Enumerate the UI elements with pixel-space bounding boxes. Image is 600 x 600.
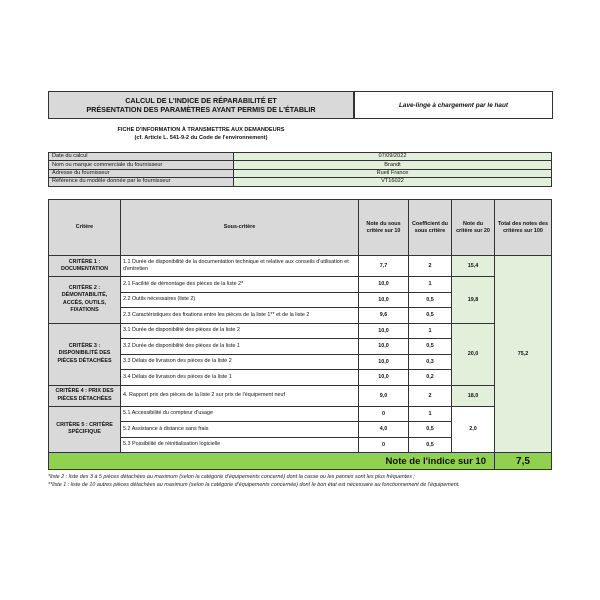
criterion-2-name: CRITÈRE 2 : DÉMONTABILITÉ, ACCÈS, OUTILS, FIXATIONS [49,277,121,324]
subcriterion-coef: 0,2 [409,370,452,386]
subheader-line2: (cf. Article L. 541-9-2 du Code de l'environnement) [134,135,268,141]
sheet-title-line1: CALCUL DE L'INDICE DE RÉPARABILITÉ ET [125,96,277,105]
subcriterion-coef: 0,5 [409,292,452,308]
subcriterion-coef: 2 [409,256,452,277]
sheet-title-line2: PRÉSENTATION DES PARAMÈTRES AYANT PERMIS DE L'ÉTABLIR [86,105,316,114]
table-header-row [49,200,552,256]
table-row [49,323,552,339]
criterion-4-name: CRITÈRE 4 : PRIX DES PIÈCES DÉTACHÉES [49,385,121,406]
subcriterion-label: 2.1 Facilité de démontage des pièces de la liste 2* [121,277,359,293]
subcriterion-coef: 1 [409,277,452,293]
subcriterion-note: 7,7 [359,256,409,277]
subcriterion-coef: 2 [409,385,452,406]
criterion-3-name: CRITÈRE 3 : DISPONIBILITÉ DES PIÈCES DÉTACHÉES [49,323,121,385]
subcriterion-coef: 0,5 [409,422,452,438]
info-row [49,169,552,177]
final-score-row [49,453,552,470]
criterion-4-score: 18,0 [452,385,495,406]
info-value: 07/09/2022 [234,153,552,161]
subcriterion-label: 4. Rapport prix des pièces de la liste 2 sur prix de l'équipement neuf [121,385,359,406]
info-value: Brandt [234,161,552,169]
subcriterion-label: 3.3 Délais de livraison des pièces de la liste 2 [121,354,359,370]
subcriterion-label: 5.3 Possibilité de réinitialisation logicielle [121,437,359,453]
subcriterion-coef: 0,5 [409,339,452,355]
subcriterion-label: 5.2 Assistance à distance sans frais [121,422,359,438]
col-critere: Critère [49,200,121,256]
info-label: Date du calcul [49,153,234,161]
subcriterion-label: 2.3 Caractéristiques des fixations entre les pièces de la liste 1** et de la liste 2 [121,308,359,324]
subheader [48,126,354,142]
table-row [49,406,552,422]
subcriterion-note: 0 [359,437,409,453]
criterion-1-score: 15,4 [452,256,495,277]
footnote-liste-2: *liste 2 : liste des 3 à 5 pièces détachées au maximum (selon la catégorie d'équipements concerné) dont la casse ou les pannes sont les plus fréquentes ; [48,474,415,480]
subcriterion-note: 9,0 [359,385,409,406]
sheet-title [48,91,354,119]
final-score-value: 7,5 [495,453,552,470]
subcriterion-note: 10,0 [359,292,409,308]
subcriterion-coef: 0,5 [409,437,452,453]
subcriterion-label: 3.2 Durée de disponibilité des pièces de la liste 1 [121,339,359,355]
total-score: 75,2 [495,256,552,453]
col-total: Total des notes des critères sur 100 [495,200,552,256]
col-note-critere: Note du critère sur 20 [452,200,495,256]
subcriterion-coef: 0,3 [409,354,452,370]
subcriterion-note: 10,0 [359,354,409,370]
subcriterion-coef: 1 [409,323,452,339]
subcriterion-label: 2.2 Outils nécessaires (liste 2) [121,292,359,308]
subcriterion-note: 10,0 [359,370,409,386]
subcriterion-note: 10,0 [359,339,409,355]
subcriterion-label: 3.1 Durée de disponibilité des pièces de la liste 2 [121,323,359,339]
col-note-sous-critere: Note du sous critère sur 10 [359,200,409,256]
info-label: Adresse du fournisseur [49,169,234,177]
info-value: VT16022 [234,178,552,186]
final-score-label: Note de l'indice sur 10 [49,453,495,470]
product-type: Lave-linge à chargement par le haut [354,91,553,119]
subcriterion-label: 1.1 Durée de disponibilité de la documentation technique et relative aux conseils d'utilisation et d'entretien [121,256,359,277]
criterion-5-name: CRITÈRE 5 : CRITÈRE SPÉCIFIQUE [49,406,121,453]
subcriterion-note: 9,6 [359,308,409,324]
subcriterion-note: 10,0 [359,323,409,339]
subcriterion-coef: 0,5 [409,308,452,324]
subcriterion-coef: 1 [409,406,452,422]
info-row [49,161,552,169]
criterion-5-score: 2,0 [452,406,495,453]
subcriterion-note: 10,0 [359,277,409,293]
subcriterion-note: 4,0 [359,422,409,438]
info-row [49,178,552,186]
footnotes [48,473,556,489]
subheader-line1: FICHE D'INFORMATION À TRANSMETTRE AUX DEMANDEURS [117,127,285,133]
info-label: Référence du modèle donnée par le fournisseur [49,178,234,186]
table-row [49,256,552,277]
info-value: Rueil France [234,169,552,177]
subcriterion-note: 0 [359,406,409,422]
col-sous-critere: Sous-critère [121,200,359,256]
footnote-liste-1: **liste 1 : liste de 10 autres pièces détachées au maximum (selon la catégorie d'équipements concernée) dont le bon état est nécessaire au fonctionnement de l'équipement. [48,482,460,488]
info-label: Nom ou marque commerciale du fournisseur [49,161,234,169]
subcriterion-label: 3.4 Délais de livraison des pièces de la liste 1 [121,370,359,386]
col-coefficient: Coefficient du sous critère [409,200,452,256]
table-row [49,277,552,293]
criterion-1-name: CRITÈRE 1 : DOCUMENTATION [49,256,121,277]
criterion-2-score: 19,8 [452,277,495,324]
table-row [49,385,552,406]
info-row [49,153,552,161]
repairability-table [48,199,552,470]
supplier-info-table [48,152,552,187]
subcriterion-label: 5.1 Accessibilité du compteur d'usage [121,406,359,422]
criterion-3-score: 20,0 [452,323,495,385]
